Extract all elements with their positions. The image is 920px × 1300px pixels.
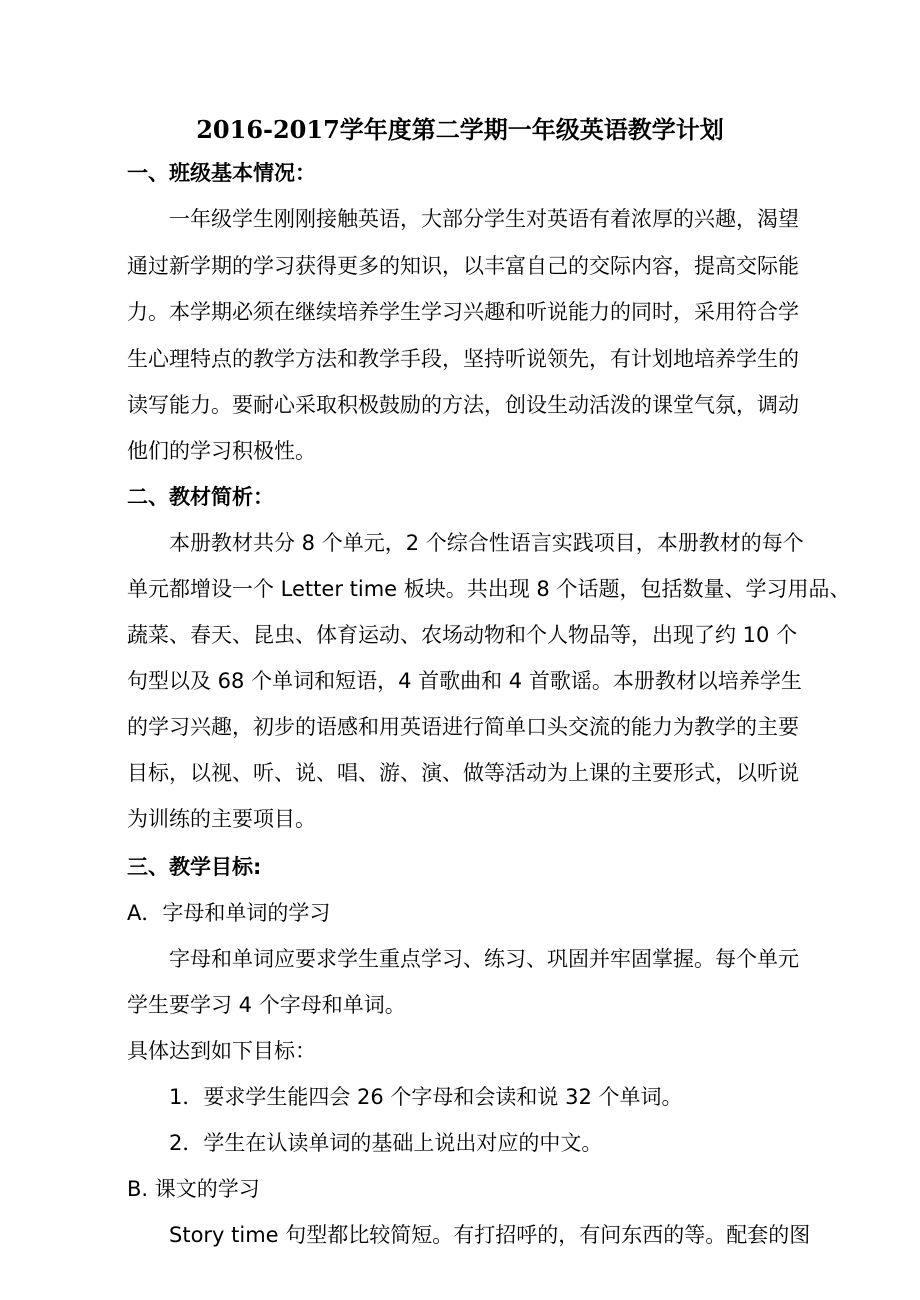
paragraph-line: 句型以及 68 个单词和短语，4 首歌曲和 4 首歌谣。本册教材以培养学生 xyxy=(127,669,802,693)
paragraph-line: 学生要学习 4 个字母和单词。 xyxy=(127,993,406,1017)
paragraph-line: 生心理特点的教学方法和教学手段，坚持听说领先，有计划地培养学生的 xyxy=(127,347,799,371)
paragraph-line: 单元都增设一个 Letter time 板块。共出现 8 个话题，包括数量、学习用品、 xyxy=(127,577,851,601)
targets-intro: 具体达到如下目标： xyxy=(127,1039,316,1063)
section-heading-textbook-analysis: 二、教材简析： xyxy=(127,485,274,509)
paragraph-line: 目标，以视、听、说、唱、游、演、做等活动为上课的主要形式，以听说 xyxy=(127,761,799,785)
paragraph-line: 字母和单词应要求学生重点学习、练习、巩固并牢固掌握。每个单元 xyxy=(169,947,799,971)
paragraph-line: 为训练的主要项目。 xyxy=(127,807,316,831)
paragraph-line: 本册教材共分 8 个单元，2 个综合性语言实践项目，本册教材的每个 xyxy=(169,531,804,555)
target-item: 1．要求学生能四会 26 个字母和会读和说 32 个单词。 xyxy=(169,1085,683,1109)
paragraph-line: 一年级学生刚刚接触英语，大部分学生对英语有着浓厚的兴趣，渴望 xyxy=(169,207,799,231)
paragraph-line: 的学习兴趣，初步的语感和用英语进行简单口头交流的能力为教学的主要 xyxy=(127,715,799,739)
paragraph-line: 通过新学期的学习获得更多的知识，以丰富自己的交际内容，提高交际能 xyxy=(127,254,799,278)
paragraph-line: 蔬菜、春天、昆虫、体育运动、农场动物和个人物品等，出现了约 10 个 xyxy=(127,623,798,647)
paragraph-line: Story time 句型都比较简短。有打招呼的，有问东西的等。配套的图 xyxy=(169,1223,811,1247)
subheading-text-learning: B. 课文的学习 xyxy=(127,1177,260,1201)
paragraph-line: 力。本学期必须在继续培养学生学习兴趣和听说能力的同时，采用符合学 xyxy=(127,300,799,324)
section-heading-teaching-goals: 三、教学目标: xyxy=(127,855,262,879)
section-heading-class-situation: 一、班级基本情况： xyxy=(127,161,316,185)
paragraph-line: 他们的学习积极性。 xyxy=(127,439,316,463)
target-item: 2．学生在认读单词的基础上说出对应的中文。 xyxy=(169,1131,603,1155)
document-title: 2016-2017学年度第二学期一年级英语教学计划 xyxy=(196,115,724,144)
paragraph-line: 读写能力。要耐心采取积极鼓励的方法，创设生动活泼的课堂气氛，调动 xyxy=(127,393,799,417)
subheading-letters-words: A．字母和单词的学习 xyxy=(127,901,331,925)
